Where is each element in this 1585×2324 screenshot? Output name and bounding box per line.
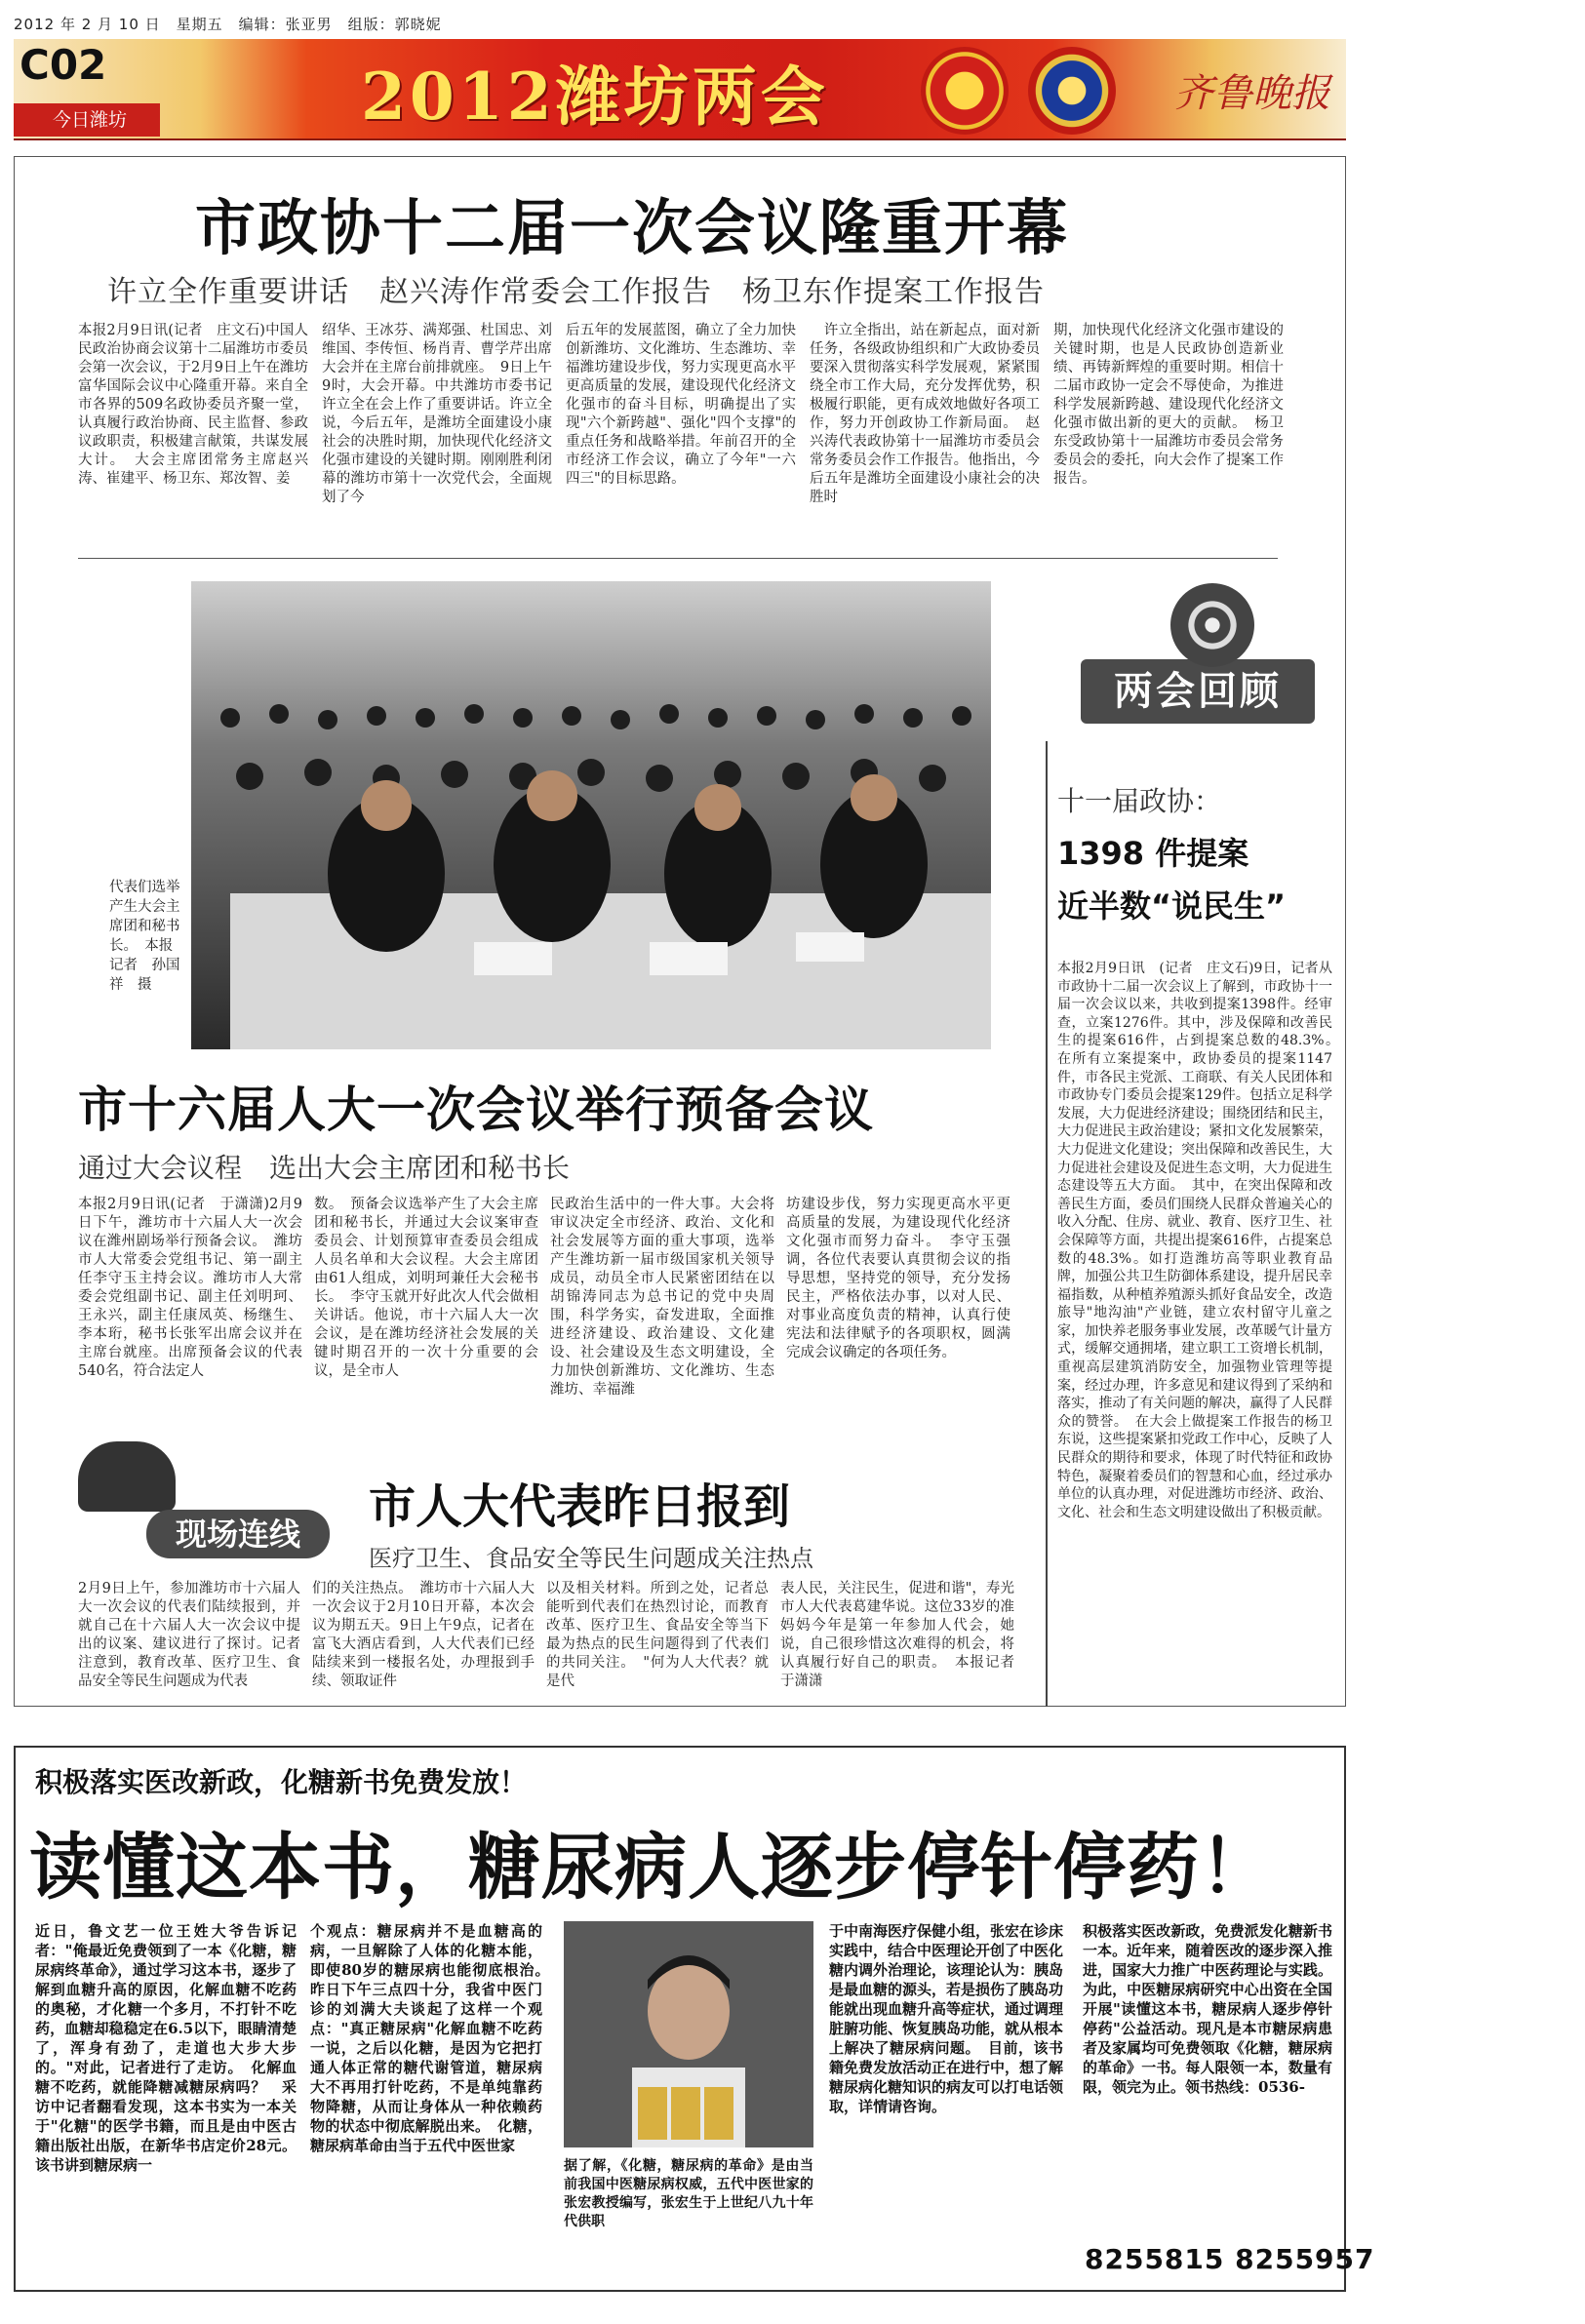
photo-illustration (191, 581, 991, 1049)
film-reel-icon (1170, 583, 1254, 667)
divider (78, 558, 1278, 559)
sidebar-kicker: 十一届政协： (1057, 785, 1222, 817)
ad-author-photo (564, 1921, 813, 2147)
story1-col-4: 许立全指出，站在新起点，面对新任务，各级政协组织和广大政协委员要深入贯彻落实科学发展观，紧紧围绕全市工作大局，充分发挥优势，积极履行职能，更有成效地做好各项工作，努力开创政协工作新局面。 赵兴涛代表政协第十一届潍坊市委员会常务委员会作工作报告。他指出，今后五年是潍坊全面建设小康社会的决胜时 (810, 323, 1040, 505)
sidebar-headline-1: 1398 件提案 (1057, 835, 1249, 872)
story2-col-3: 民政治生活中的一件大事。大会将审议决定全市经济、政治、文化和社会发展等方面的重大事项，选举产生潍坊新一届市级国家机关领导成员，动员全市人民紧密团结在以胡锦涛同志为总书记的党中央周围，科学务实，奋发进取，全面推进经济建设、政治建设、文化建设、社会建设及生态文明建设，全力加快创新潍坊、文化潍坊、生态潍坊、幸福潍 (550, 1197, 774, 1398)
ad-col-1: 近日，鲁文艺一位王姓大爷告诉记者："俺最近免费领到了一本《化糖，糖尿病终革命》，通过学习这本书，逐步了解到血糖升高的原因，化解血糖不吃药的奥秘，才化糖一个多月，不打针不吃药，血糖却稳稳定在6.5以下，眼睛清楚了，浑身有劲了，走道也大步大步的。"对此，记者进行了走访。 化解血糖不吃药，就能降糖减糖尿病吗？ 采访中记者翻看发现，这本书实为一本关于"化糖"的医学书籍，而且是由中医古籍出版社出版，在新华书店定价28元。该书讲到糖尿病一 (35, 1922, 297, 2174)
author-illustration (564, 1921, 813, 2147)
story1-col-5: 期，加快现代化经济文化强市建设的关键时期，也是人民政协创造新业绩、再铸新辉煌的重要时期。相信十二届市政协一定会不辱使命，为推进科学发展新跨越、建设现代化经济文化强市做出新的更大的贡献。 杨卫东受政协第十一届潍坊市委员会常务委员会的委托，向大会作了提案工作报告。 (1053, 323, 1284, 487)
sidebar-headline-2: 近半数“说民生” (1057, 887, 1287, 925)
ad-col-4: 积极落实医改新政，免费派发化糖新书一本。近年来，随着医改的逐步深入推进，国家大力推广中医药理论与实践。为此，中医糖尿病研究中心出资在全国开展"读懂这本书，糖尿病人逐步停针停药"公益活动。现凡是本市糖尿病患者及家属均可免费领取《化糖，糖尿病的革命》一书。每人限领一本，数量有限，领完为止。领书热线：0536- (1083, 1922, 1332, 2096)
ad-col-2: 个观点：糖尿病并不是血糖高的病，一旦解除了人体的化糖本能，即使80岁的糖尿病也能彻底根治。 昨日下午三点四十分，我省中医门诊的刘满大夫谈起了这样一个观点："真正糖尿病"化解血糖不吃药一说，之后以化糖，是因为它把打通人体正常的糖代谢管道，糖尿病大不再用打针吃药，不是单纯靠药物降糖，从而让身体从一种依赖药物的状态中彻底解脱出来。 化糖，糖尿病革命由当于五代中医世家 (310, 1922, 558, 2154)
masthead-meta: 2012 年 2 月 10 日 星期五 编辑：张亚男 组版：郭晓妮 (14, 16, 442, 33)
story2-col-2: 数。 预备会议选举产生了大会主席团和秘书长，并通过大会议案审查委员会、计划预算审查委员会组成人员名单和大会议程。大会主席团由61人组成，刘明珂兼任大会秘书长。 李守玉就开好此次人代会做相关讲话。他说，市十六届人大一次会议，是在潍坊经济社会发展的关键时期召开的一次十分重要的会议，是全市人 (314, 1197, 538, 1379)
story1-headline: 市政协十二届一次会议隆重开幕 (195, 192, 1070, 263)
story3-tag: 现场连线 (146, 1510, 330, 1558)
story2-subhead: 通过大会议程 选出大会主席团和秘书长 (78, 1152, 571, 1184)
story1-col-2: 绍华、王冰芬、满郑强、杜国忠、刘维国、李传恒、杨肖青、曹学芹出席大会并在主席台前排就座。 9日上午9时，大会开幕。中共潍坊市委书记许立全在会上作了重要讲话。许立全说，今后五年，是潍坊全面建设小康社会的决胜时期，加快现代化经济文化强市建设的关键时期。刚刚胜利闭幕的潍坊市第十一次党代会，全面规划了今 (322, 323, 552, 505)
story3-col-3: 以及相关材料。所到之处，记者总能听到代表们在热烈讨论，而教育改革、医疗卫生、食品安全等当下最为热点的民生问题得到了代表们的共同关注。 "何为人大代表？就是代 (546, 1581, 769, 1689)
story1-subhead: 许立全作重要讲话 赵兴涛作常委会工作报告 杨卫东作提案工作报告 (107, 275, 1045, 309)
assembly-photo (191, 581, 991, 1049)
cppcc-emblem-icon (1028, 47, 1116, 135)
story3-headline: 市人大代表昨日报到 (369, 1479, 791, 1534)
story3-col-4: 表人民，关注民生，促进和谐"，寿光市人大代表葛建华说。这位33岁的准妈妈今年是第一年参加人代会，她说，自己很珍惜这次难得的机会，将认真履行好自己的职责。 本报记者 于潇潇 (780, 1581, 1029, 1689)
story3-col-2: 们的关注热点。 潍坊市十六届人大一次会议于2月10日开幕，本次会议为期五天。9日上午9点，记者在富飞大酒店看到，人大代表们已经陆续来到一楼报名处，办理报到手续、领取证件 (312, 1581, 535, 1689)
story1-col-1: 本报2月9日讯(记者 庄文石)中国人民政治协商会议第十二届潍坊市委员会第一次会议，于2月9日上午在潍坊富华国际会议中心隆重开幕。来自全市各界的509名政协委员齐聚一堂，认真履行政治协商、民主监督、参政议政职责，积极建言献策，共谋发展大计。 大会主席团常务主席赵兴涛、崔建平、杨卫东、郑汝智、姜 (78, 323, 308, 487)
sidebar-tag: 两会回顾 (1081, 659, 1315, 724)
section-label: 今日潍坊 (14, 103, 160, 137)
photo-caption: 代表们选举产生大会主席团和秘书长。 本报记者 孙国祥 摄 (109, 880, 180, 993)
story1-col-3: 后五年的发展蓝图，确立了全力加快创新潍坊、文化潍坊、生态潍坊、幸福潍坊建设步伐，努力实现更高水平更高质量的发展，建设现代化经济文化强市的奋斗目标，明确提出了实现"六个新跨越"、强化"四个支撑"的重点任务和战略举措。年前召开的全市经济工作会议，确立了今年"一六四三"的目标思路。 (566, 323, 796, 487)
ad-hotline: 8255815 8255957 (1085, 2243, 1375, 2275)
story3-col-1: 2月9日上午，参加潍坊市十六届人大一次会议的代表们陆续报到，并就自己在十六届人大一次会议中提出的议案、建议进行了探讨。记者注意到，教育改革、医疗卫生、食品安全等民生问题成为代表 (78, 1581, 300, 1689)
national-emblem-icon (921, 47, 1009, 135)
section-banner (14, 39, 1346, 140)
story3-subhead: 医疗卫生、食品安全等民生问题成关注热点 (369, 1545, 813, 1572)
sidebar-body: 本报2月9日讯 (记者 庄文石)9日，记者从市政协十二届一次会议上了解到，市政协十一届一次会议以来，共收到提案1398件。经审查，立案1276件。其中，涉及保障和改善民生的提案616件，占到提案总数的48.3%。 在所有立案提案中，政协委员的提案1147件，市各民主党派、工商联、有关人民团体和市政协专门委员会提案129件。包括立足科学发展，大力促进经济建设；围绕团结和民主，大力促进民主政治建设；紧扣文化发展繁荣，大力促进文化建设；突出保障和改善民生，大力促进社会建设及促进生态文明，大力促进生态建设等五大方面。 其中，在突出保障和改善民生方面，委员们围绕人民群众普遍关心的收入分配、住房、就业、教育、医疗卫生、社会保障等方面，共提出提案616件，占提案总数的48.3%。如打造潍坊高等职业教育品牌，加强公共卫生防御体系建设，提升居民幸福指数，从种植养殖源头抓好食品安全，改造旅导"地沟油"产业链，建立农村留守儿童之家，加快养老服务事业发展，改革暖气计量方式，缓解交通拥堵，建立职工工资增长机制，重视高层建筑消防安全，加强物业管理等提案，经过办理，许多意见和建议得到了采纳和落实，推动了有关问题的解决，赢得了人民群众的赞誉。 在大会上做提案工作报告的杨卫东说，这些提案紧扣党政工作中心，反映了人民群众的期待和要求，体现了时代特征和政协特色，凝聚着委员们的智慧和心血，经过承办单位的认真办理，对促进潍坊市经济、政治、文化、社会和生态文明建设做出了积极贡献。 (1057, 961, 1346, 1520)
ad-col-3: 于中南海医疗保健小组，张宏在诊床实践中，结合中医理论开创了中医化糖内调外治理论，该理论认为：胰岛是最血糖的源头，若是损伤了胰岛功能就出现血糖升高等症状，通过调理脏腑功能、恢复胰岛功能，就从根本上解决了糖尿病问题。 目前，该书籍免费发放活动正在进行中，想了解糖尿病化糖知识的病友可以打电话领取，详情请咨询。 (829, 1922, 1064, 2115)
newspaper-logo: 齐鲁晚报 (1174, 71, 1330, 116)
story2-col-4: 坊建设步伐，努力实现更高水平更高质量的发展，为建设现代化经济文化强市而努力奋斗。 李守玉强调，各位代表要认真贯彻会议的指导思想，坚持党的领导，充分发扬民主，严格依法办事，以对人民、对事业高度负责的精神，认真行使宪法和法律赋予的各项职权，圆满完成会议确定的各项任务。 (786, 1197, 1010, 1360)
ad-headline: 读懂这本书，糖尿病人逐步停针停药！ (29, 1826, 1273, 1910)
banner-title: 2012潍坊两会 (361, 59, 829, 135)
page-number: C02 (20, 41, 107, 89)
story2-col-1: 本报2月9日讯(记者 于潇潇)2月9日下午，潍坊市十六届人大一次会议在潍州剧场举行预备会议。 潍坊市人大常委会党组书记、第一副主任李守玉主持会议。潍坊市人大常委会党组副书记、副主任刘明珂、王永兴，副主任康凤英、杨继生、李本珩，秘书长张军出席会议并在主席台就座。出席预备会议的代表540名，符合法定人 (78, 1197, 302, 1379)
ad-kicker: 积极落实医改新政，化糖新书免费发放！ (35, 1766, 528, 1798)
story2-headline: 市十六届人大一次会议举行预备会议 (78, 1081, 874, 1138)
ad-photo-caption: 据了解，《化糖，糖尿病的革命》是由当前我国中医糖尿病权威，五代中医世家的张宏教授编写，张宏生于上世纪八九十年代供职 (564, 2158, 813, 2229)
telephone-icon (78, 1441, 176, 1512)
